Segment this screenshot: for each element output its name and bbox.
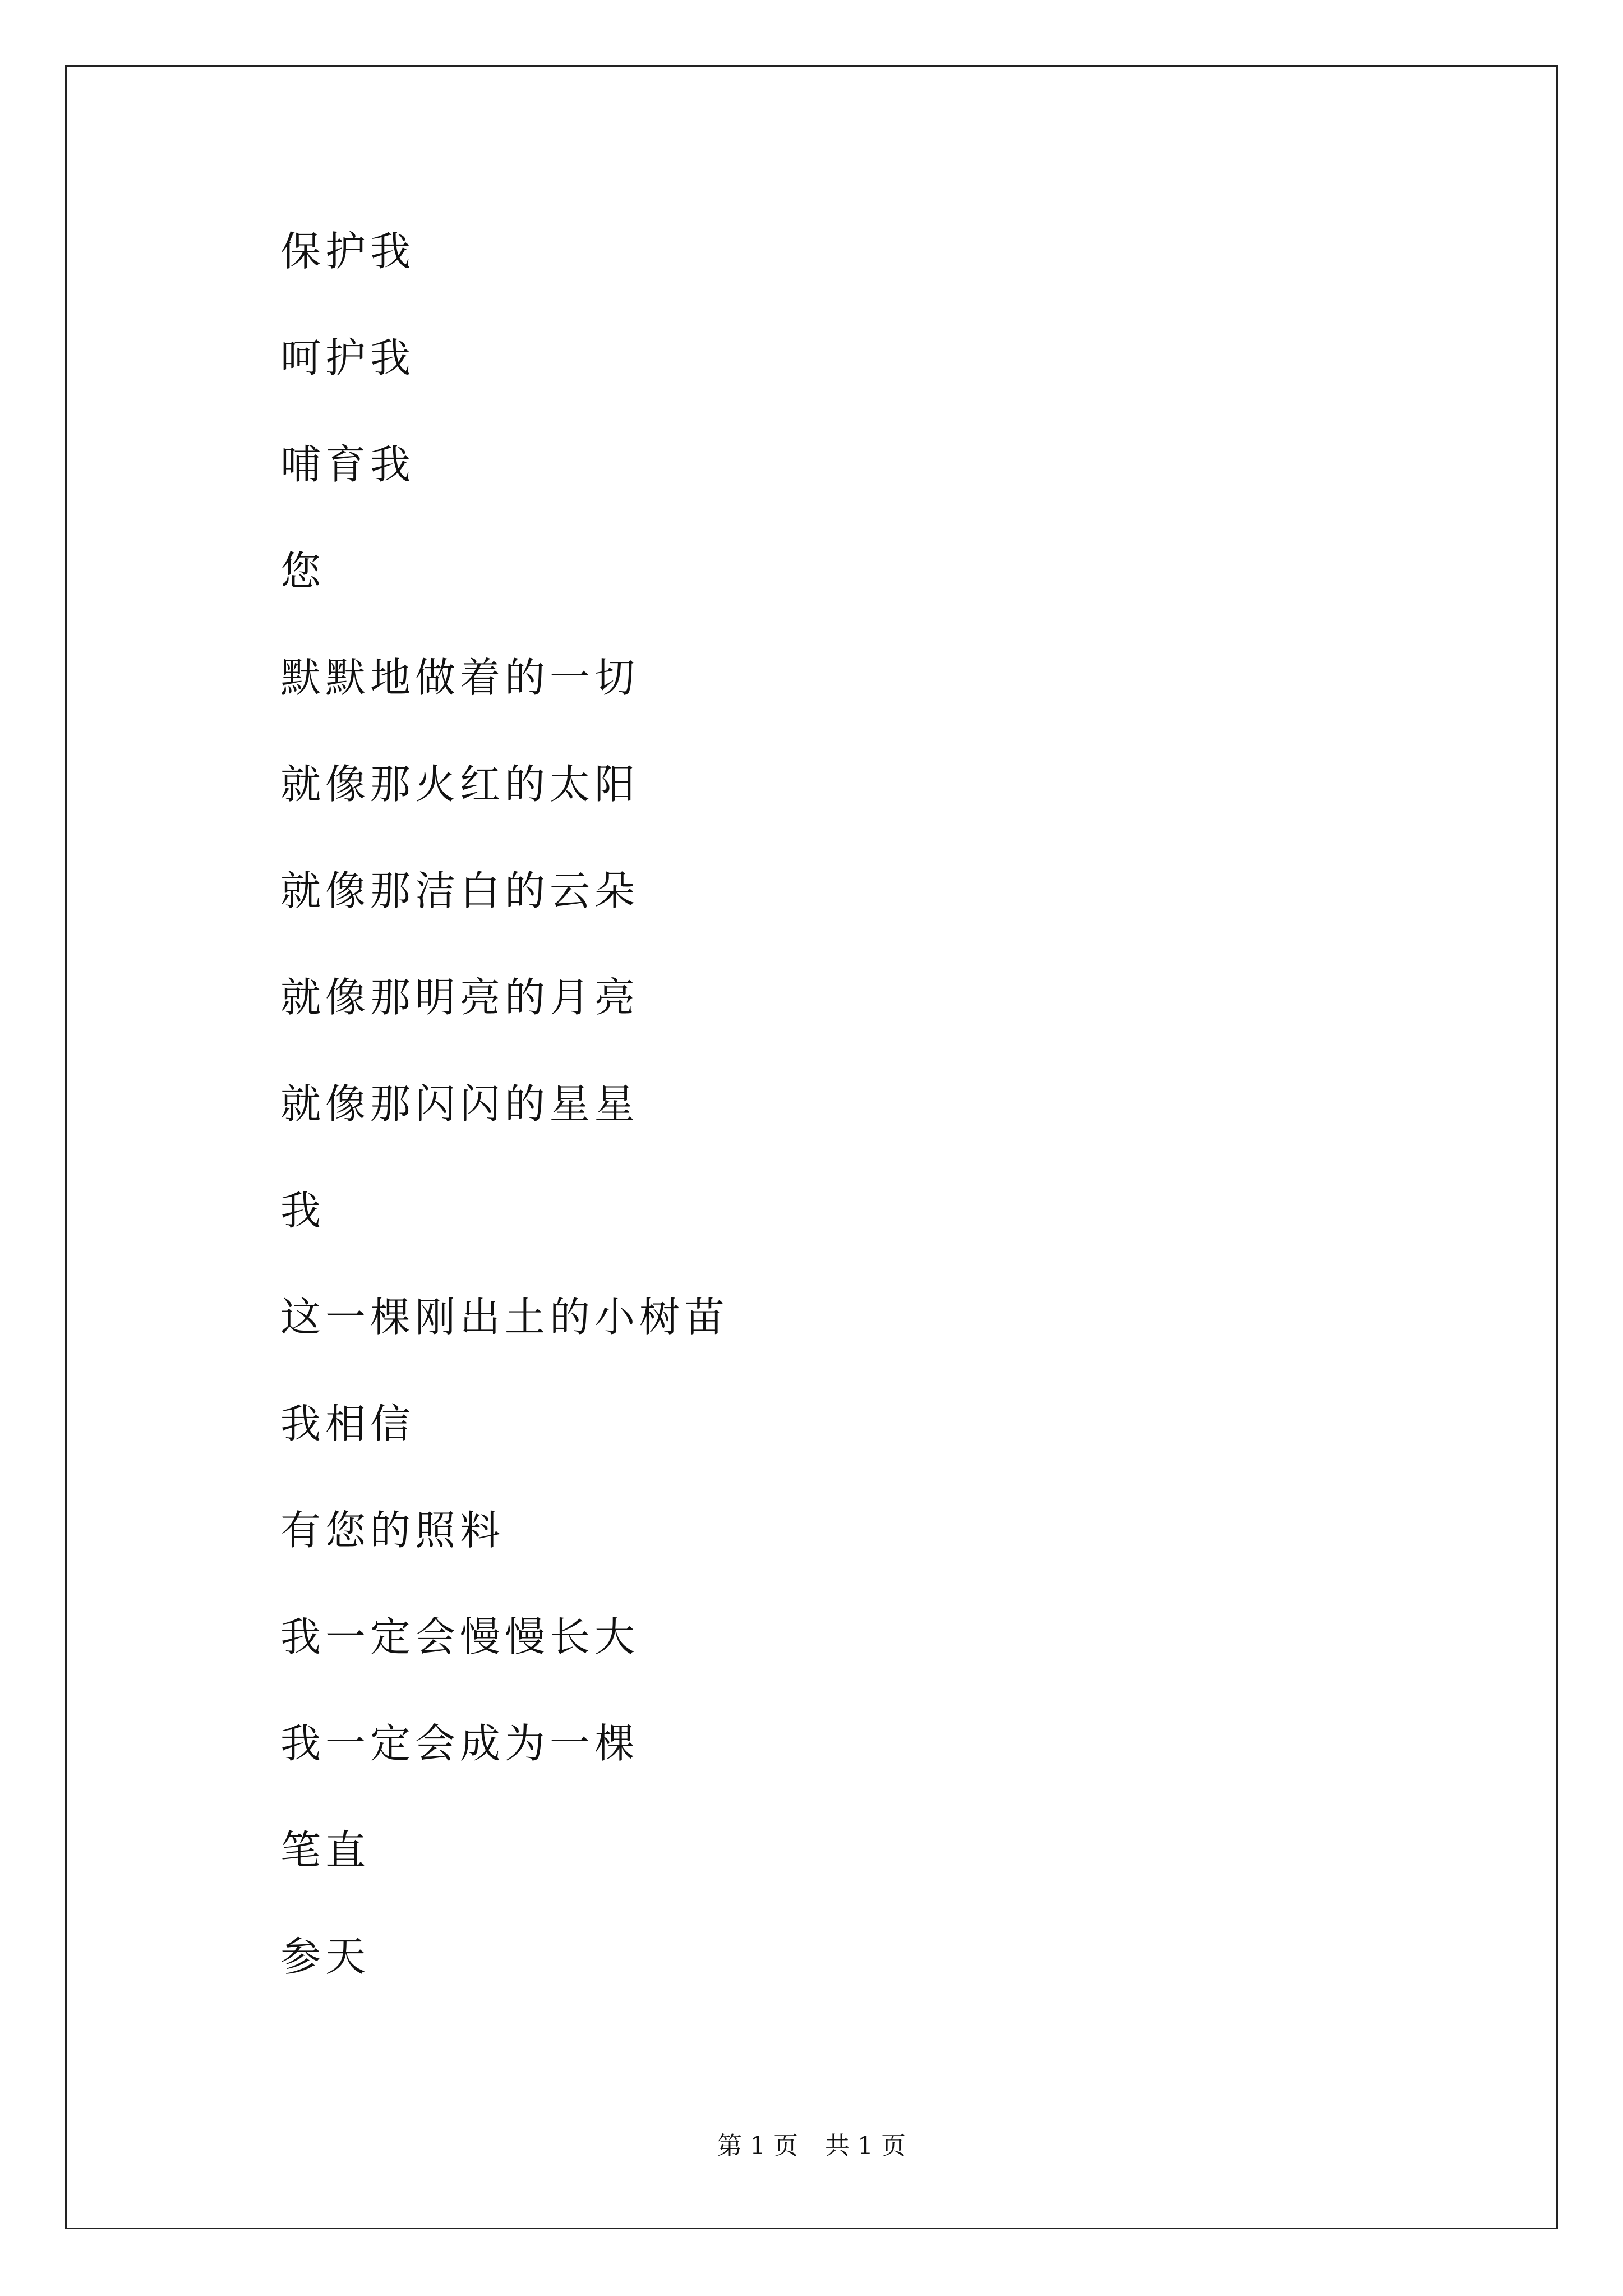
poem-line: 笔直 xyxy=(280,1826,371,1874)
poem-line: 就像那闪闪的星星 xyxy=(280,1080,640,1128)
poem-line: 有您的照料 xyxy=(280,1507,505,1554)
page-border xyxy=(65,65,1558,2229)
poem-line: 就像那火红的太阳 xyxy=(280,761,640,808)
poem-line: 我相信 xyxy=(280,1400,416,1447)
poem-line: 就像那洁白的云朵 xyxy=(280,867,640,914)
poem-line: 我一定会成为一棵 xyxy=(280,1720,640,1767)
poem-line: 这一棵刚出土的小树苗 xyxy=(280,1294,730,1341)
poem-line: 保护我 xyxy=(280,228,416,275)
poem-line: 我 xyxy=(280,1187,326,1234)
page-number-current: 第 1 页 xyxy=(717,2132,798,2160)
poem-line: 您 xyxy=(280,547,326,595)
poem-line: 我一定会慢慢长大 xyxy=(280,1613,640,1660)
poem-line: 呵护我 xyxy=(280,334,416,381)
poem-line: 参天 xyxy=(280,1933,371,1980)
poem-line: 默默地做着的一切 xyxy=(280,654,640,701)
page-number-total: 共 1 页 xyxy=(825,2132,906,2160)
poem-line: 就像那明亮的月亮 xyxy=(280,974,640,1021)
page-footer xyxy=(0,2131,1623,2162)
poem-line: 哺育我 xyxy=(280,441,416,488)
